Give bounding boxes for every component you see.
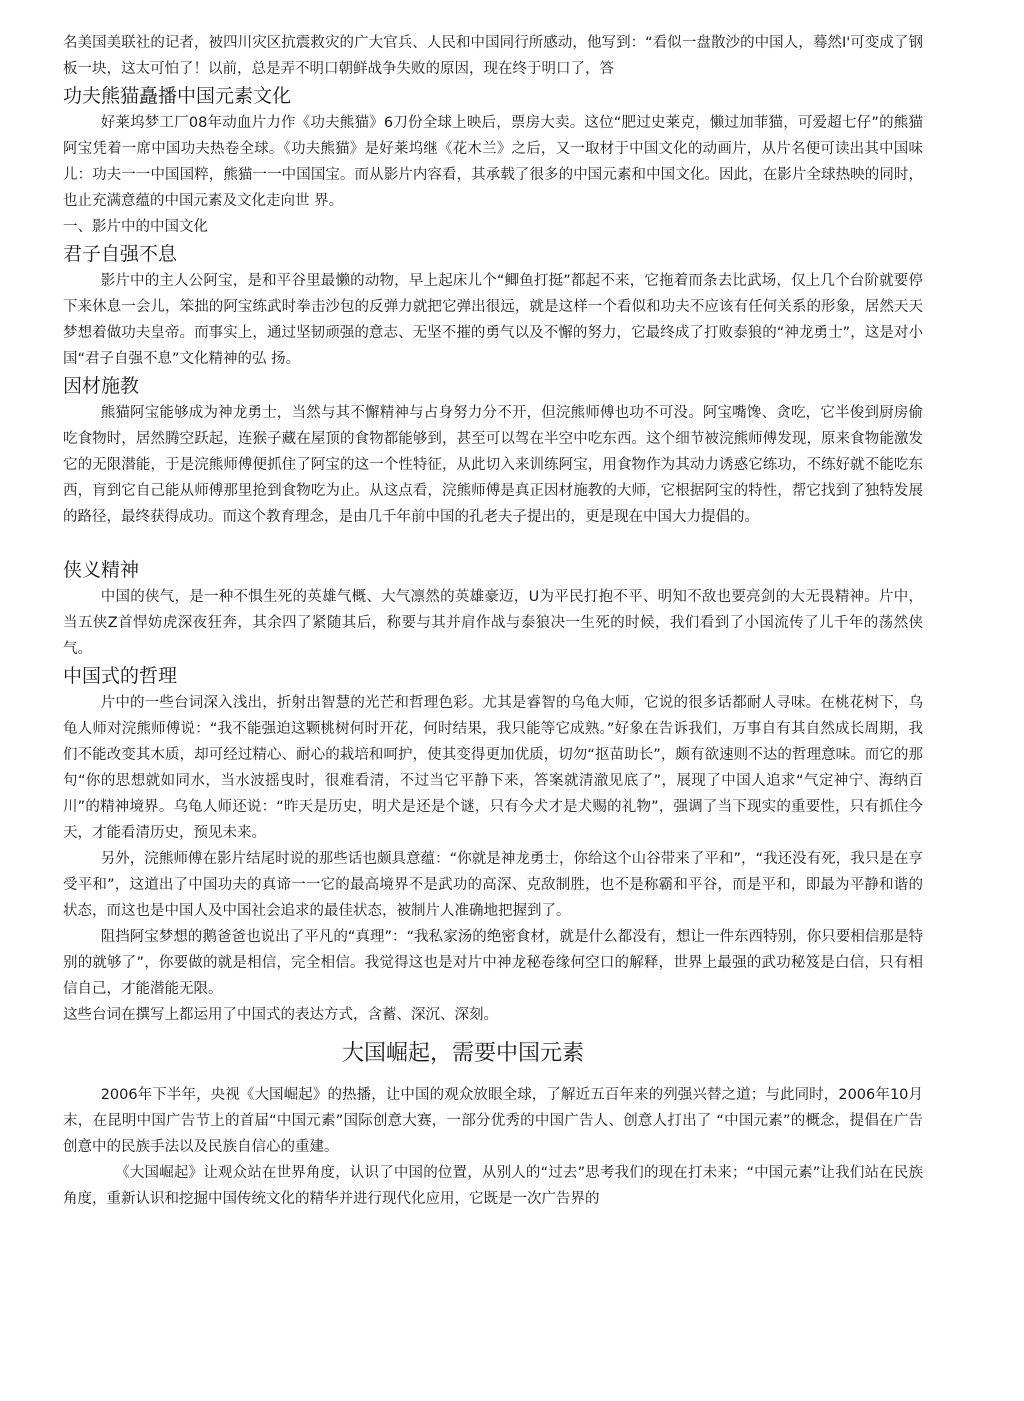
paragraph-rise-1: 2006年下半年，央视《大国崛起》的热播，让中国的观众放眼全球，了解近五百年来的列强兴替之道；与此同时，2006年10月末，在昆明中国广告节上的首届“中国元素”国际创意大赛，一部分优秀的中国广告人、创意人打出了 “中国元素”的概念，提倡在广告创意中的民族手法以及民族自信心的重建。 [63,1087,923,1155]
paragraph-zhexue-1: 片中的一些台词深入浅出，折射出智慧的光芒和哲理色彩。尤其是睿智的乌龟大师，它说的很多话都耐人寻味。在桃花树下，乌龟人师对浣熊师傅说：“我不能强迫这颗桃树何时开花，何时结果，我只能等它成熟。”好象在告诉我们，万事自有其自然成长周期，我们不能改变其木质，却可经过精心、耐心的栽培和呵护，使其变得更加优质，切勿“抠苗助长”，颇有欲速则不达的哲理意味。而它的那句“你的思想就如同水，当水波摇曳时，很难看清，不过当它平静下来，答案就清澈见底了”，展现了中国人追求“气定神宁、海纳百川”的精神境界。乌龟人师还说：“昨天是历史，明犬是还是个谜，只有今犬才是犬赐的礼物”，强调了当下现实的重要性，只有抓住今天，才能看清历史，预见未来。 [63,695,923,841]
heading-junzi: 君子自强不息 [63,243,178,265]
heading-yincai: 因材施教 [63,375,140,397]
heading-xiayi: 侠义精神 [63,559,140,581]
paragraph-zhexue-4: 这些台词在撰写上都运用了中国式的表达方式，含蓄、深沉、深刻。 [63,1007,498,1023]
paragraph-zhexue-2: 另外，浣熊师傅在影片结尾时说的那些话也颇具意蕴：“你就是神龙勇士，你给这个山谷带来了平和”，“我还没有死，我只是在亨受平和”，这道出了中国功夫的真谛一一它的最高境界不是武功的高深、克敌制胜，也不是称霸和平谷，而是平和，即最为平静和谐的状态，而这也是中国人及中国社会追求的最佳状态，被制片人准确地把握到了。 [63,851,923,919]
intro-paragraph: 名美国美联社的记者，被四川灾区抗震救灾的广大官兵、人民和中国同行所感动，他写到：“看似一盘散沙的中国人，蓦然I'可变成了钢板一块，这太可怕了！以前，总是弄不明口朝鲜战争失败的原因，现在终于明口了，答 [63,35,923,77]
title-great-power-rise: 大国崛起，需要中国元素 [341,1041,584,1066]
paragraph-kungfu-panda: 好莱坞梦工厂08年动血片力作《功夫熊猫》6刀份全球上映后，票房大卖。这位“肥过史莱克，懒过加菲猫，可爱超七仔”的熊猫阿宝凭着一席中国功夫热卷全球。《功夫熊猫》是好莱坞继《花木兰》之后，又一取材于中国文化的动画片，从片名便可读出其中国味儿：功夫一一中国国粹，熊猫一一中国国宝。而从影片内容看，其承载了很多的中国元素和中国文化。因此，在影片全球热映的同时，也止充满意蕴的中国元素及文化走向世 界。 [63,115,923,209]
heading-zhexue: 中国式的哲理 [63,665,178,687]
paragraph-yincai: 熊猫阿宝能够成为神龙勇士，当然与其不懈精神与占身努力分不开，但浣熊师傅也功不可没。阿宝嘴馋、贪吃，它半俊到厨房偷吃食物时，居然腾空跃起，连猴子藏在屋顶的食物都能够到，甚至可以驾在半空中吃东西。这个细节被浣熊师傅发现，原来食物能激发它的无限潜能，于是浣熊师傅便抓住了阿宝的这一个性特征，从此切入来训练阿宝，用食物作为其动力诱惑它练功，不练好就不能吃东西，肓到它自己能从师傅那里抢到食物吃为止。从这点看，浣熊师傅是真正因材施教的大师，它根据阿宝的特性，帮它找到了独特发展的路径，最终获得成功。而这个教育理念，是由几千年前中国的孔老夫子提出的，更是现在中国大力提倡的。 [63,405,923,525]
paragraph-xiayi: 中国的侠气，是一种不惧生死的英雄气概、大气凛然的英雄豪迈，U为平民打抱不平、明知不敌也要亮剑的大无畏精神。片中，当五侠Z首悍妨虎深夜狂奔，其余四了紧随其后，称要与其并肩作战与泰狼决一生死的时候，我们看到了小国流传了儿千年的荡然侠气。 [63,589,923,657]
spacer [63,530,923,556]
paragraph-junzi: 影片中的主人公阿宝，是和平谷里最懒的动物，早上起床儿个“鲫鱼打挺”都起不来，它拖着而条去比武场，仅上几个台阶就要停下来休息一会儿，笨拙的阿宝练武时拳击沙包的反弹力就把它弹出很远，就是这样一个看似和功夫不应该有任何关系的形象，居然天天梦想着做功夫皇帝。而事实上，通过坚韧顽强的意志、无坚不摧的勇气以及不懈的努力，它最终成了打败泰狼的“神龙勇士”，这是对小国“君子自强不息”文化精神的弘 扬。 [63,273,923,367]
document-page [63,30,923,1212]
paragraph-zhexue-3: 阻挡阿宝梦想的鹅爸爸也说出了平凡的“真理”：“我私家汤的绝密食材，就是什么都没有，想让一件东西特别，你只要相信那是特别的就够了”，你要做的就是相信，完全相信。我觉得这也是对片中神龙秘卷缘何空口的解释，世界上最强的武功秘笈是白信，只有相信自己，才能潜能无限。 [63,929,923,997]
paragraph-rise-2: 《大国崛起》让观众站在世界角度，认识了中国的位置，从别人的“过去”思考我们的现在打未来；“中国元素”让我们站在民族角度，重新认识和挖掘中国传统文化的精华并进行现代化应用，它既是一次广告界的 [63,1165,923,1207]
heading-kungfu-panda: 功夫熊猫矗播中国元素文化 [63,85,292,107]
section-heading-film-culture: 一、影片中的中国文化 [63,219,208,235]
